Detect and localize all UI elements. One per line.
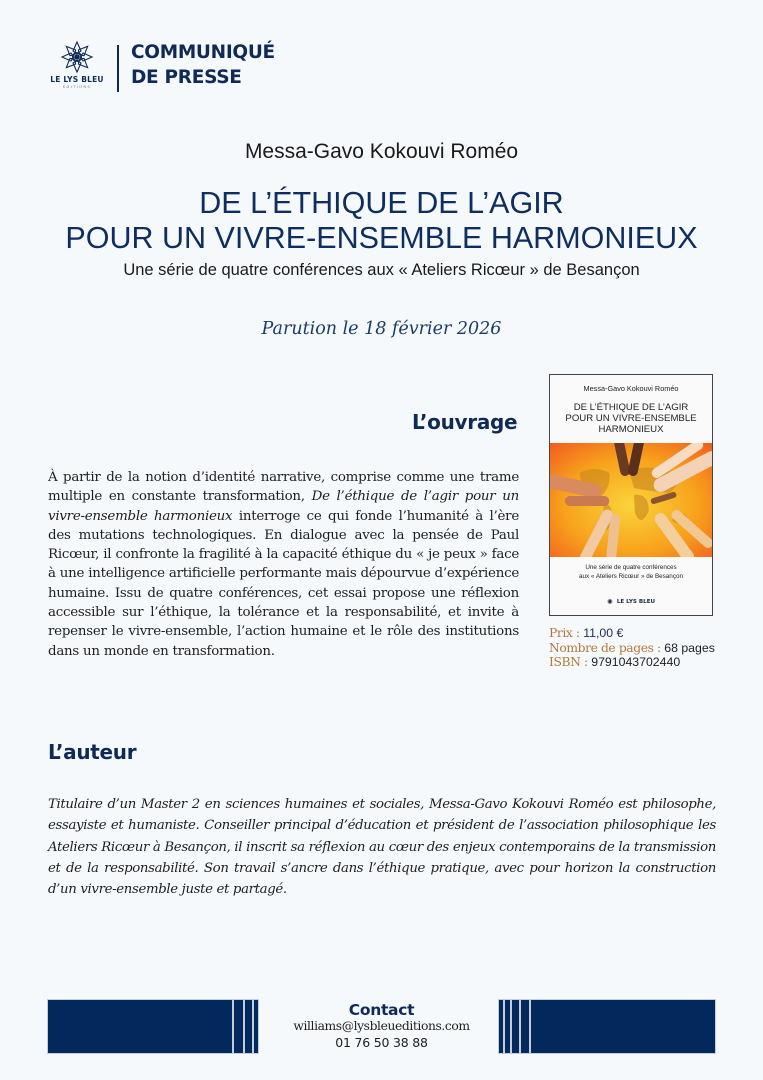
- section-heading-ouvrage: L’ouvrage: [412, 410, 518, 434]
- pages-row: [549, 641, 715, 656]
- price-label: Prix :: [549, 626, 584, 640]
- lotus-flower-icon: [60, 40, 94, 74]
- press-release-line1: COMMUNIQUÉ: [131, 42, 275, 63]
- book-title-line1: DE L’ÉTHIQUE DE L’AGIR: [199, 186, 564, 220]
- cover-title-line1: DE L’ÉTHIQUE DE L’AGIR: [573, 402, 689, 413]
- cover-title: [550, 402, 712, 435]
- logo-name: LE LYS BLEU: [50, 75, 104, 84]
- book-title-line2: POUR UN VIVRE-ENSEMBLE HARMONIEUX: [65, 221, 698, 255]
- summary-title-italic: De l’éthique de l’agir pour un vivre-ensemble harmonieux: [48, 489, 519, 524]
- header-divider: [117, 45, 119, 92]
- lotus-flower-icon: ✺: [606, 598, 613, 606]
- isbn-value: 9791043702440: [591, 655, 681, 669]
- cover-publisher-logo: [550, 598, 712, 606]
- cover-subtitle-line2: aux « Ateliers Ricœur » de Besançon: [579, 573, 683, 580]
- summary-text-1: À partir de la notion d’identité narrative, comprise comme une trame multiple en constante transformation,: [48, 470, 519, 505]
- cover-title-line3: HARMONIEUX: [598, 424, 664, 435]
- section-heading-auteur: L’auteur: [48, 740, 137, 764]
- cover-subtitle-line1: Une série de quatre conférences: [585, 564, 677, 571]
- book-cover: [549, 374, 713, 616]
- isbn-label: ISBN :: [549, 655, 592, 669]
- contact-phone[interactable]: 01 76 50 38 88: [335, 1035, 428, 1050]
- cover-publisher-name: LE LYS BLEU: [616, 599, 656, 605]
- publisher-logo: [44, 40, 110, 100]
- book-title: [0, 186, 763, 256]
- contact-heading: Contact: [348, 1001, 415, 1019]
- book-subtitle: Une série de quatre conférences aux « Ateliers Ricœur » de Besançon: [123, 261, 640, 279]
- pages-label: Nombre de pages :: [549, 640, 665, 655]
- book-summary: [48, 468, 519, 661]
- price-value: 11,00 €: [583, 626, 624, 640]
- summary-text-2: interroge ce qui fonde l’humanité à l’ère des mutations technologiques. En dialogue avec la pensée de Paul Ricœur, il confronte la fragilité à la capacité éthique du « je peux » face à une intelligence artificielle performante mais dépourvue d’expérience humaine. Issu de quatre conférences, cet essai propose une réflexion accessible sur l’éthique, la tolérance et la responsabilité, et invite à repenser le vivre-ensemble, l’action humaine et le rôle des institutions dans un monde en transformation.: [48, 508, 519, 659]
- press-release-label: [131, 40, 275, 90]
- cover-illustration: [550, 443, 712, 557]
- isbn-row: [549, 655, 715, 670]
- cover-subtitle: [554, 563, 708, 581]
- contact-email[interactable]: williams@lysbleueditions.com: [293, 1019, 470, 1033]
- author-bio: Titulaire d’un Master 2 en sciences humaines et sociales, Messa-Gavo Kokouvi Roméo est philosophe, essayiste et humaniste. Conseiller principal d’éducation et président de l’association philosophique les Ateliers Ricœur à Besançon, il inscrit sa réflexion au cœur des enjeux contemporains de la transmission et de la responsabilité. Son travail s’ancre dans l’éthique pratique, avec pour horizon la construction d’un vivre-ensemble juste et partagé.: [48, 797, 716, 898]
- press-release-line2: DE PRESSE: [131, 67, 242, 88]
- cover-title-line2: POUR UN VIVRE-ENSEMBLE: [565, 413, 697, 424]
- book-details: [549, 626, 715, 670]
- pages-value: 68 pages: [664, 640, 715, 655]
- author-name: Messa-Gavo Kokouvi Roméo: [244, 140, 519, 163]
- price-row: [549, 626, 715, 641]
- release-date: Parution le 18 février 2026: [261, 319, 502, 339]
- cover-author: Messa-Gavo Kokouvi Roméo: [583, 384, 679, 393]
- logo-subtitle: ÉDITIONS: [62, 85, 92, 89]
